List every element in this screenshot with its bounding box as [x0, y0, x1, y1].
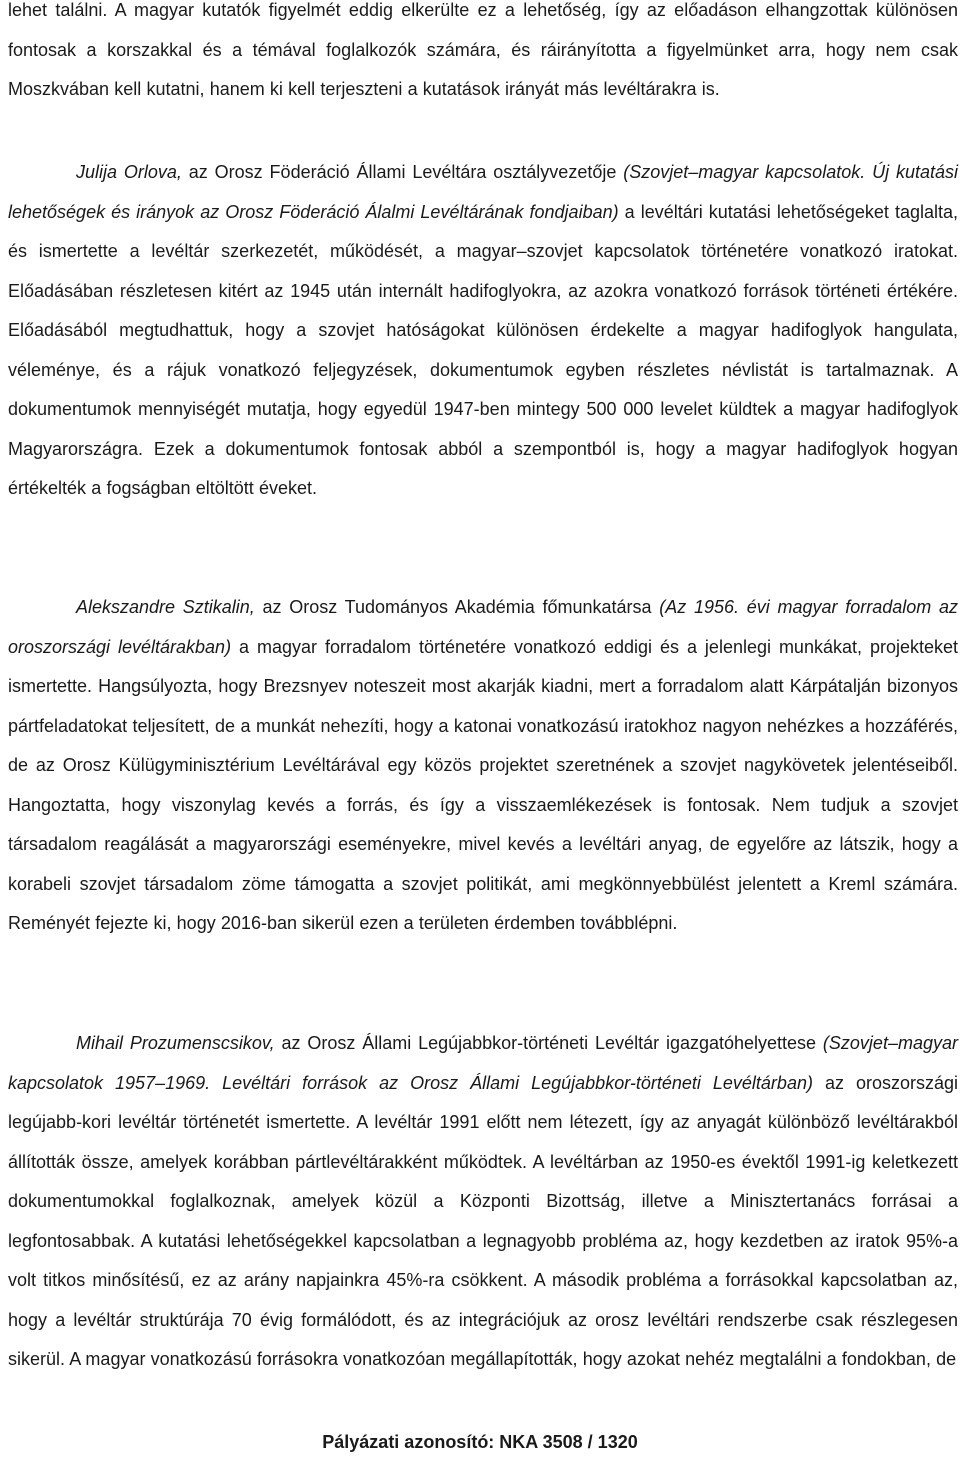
paragraph-text: a levéltári kutatási lehetőségeket taglalta, és ismertette a levéltár szerkezetét, működését, a magyar–szovjet kapcsolatok történetére vonatkozó iratokat. Előadásában részletesen kitért az 1945 után internált hadifoglyokra, az azokra vonatkozó források történeti értékére. Előadásából megtudhattuk, hogy a szovjet hatóságokat különösen érdekelte a magyar hadifoglyok hangulata, véleménye, és a rájuk vonatkozó feljegyzések, dokumentumok egyben részletes névlistát is tartalmaznak. A dokumentumok mennyiségét mutatja, hogy egyedül 1947-ben mintegy 500 000 levelet küldtek a magyar hadifoglyok Magyarországra. Ezek a dokumentumok fontosak abból a szempontból is, hogy a magyar hadifoglyok hogyan értékelték a fogságban eltöltött éveket. — [8, 201, 958, 498]
talk-title: (Szovjet–magyar kapcsolatok. Új kutatási lehetőségek és irányok az Orosz Föderáció Álalmi Levéltárának fondjaiban) — [8, 162, 958, 222]
paragraph-prozumenscsikov — [8, 1024, 958, 1380]
talk-title: (Szovjet–magyar kapcsolatok 1957–1969. Levéltári források az Orosz Állami Legújabbkor-történeti Levéltárban) — [8, 1033, 958, 1093]
paragraph-text: lehet találni. A magyar kutatók figyelmét eddig elkerülte ez a lehetőség, így az előadáson elhangzottak különösen fontosak a korszakkal és a témával foglalkozók számára, és ráirányította a figyelmünket arra, hogy nem csak Moszkvában kell kutatni, hanem ki kell terjeszteni a kutatások irányát más levéltárakra is. — [8, 0, 958, 99]
paragraph-intro-continuation — [8, 0, 958, 110]
paragraph-text: az oroszországi legújabb-kori levéltár történetét ismertette. A levéltár 1991 előtt nem létezett, így az anyagát különböző levéltárakból állították össze, amelyek korábban pártlevéltárakként működtek. A levéltárban az 1950-es évektől 1991-ig keletkezett dokumentumokkal foglalkoznak, amelyek közül a Központi Bizottság, illetve a Minisztertanács forrásai a legfontosabbak. A kutatási lehetőségekkel kapcsolatban a legnagyobb probléma az, hogy kezdetben az iratok 95%-a volt titkos minősítésű, ez az arány napjainkra 45%-ra csökkent. A második probléma a forrásokkal kapcsolatban az, hogy a levéltár struktúrája 70 évig formálódott, és az integrációjuk az orosz levéltári rendszerbe csak részlegesen sikerül. A magyar vonatkozású forrásokra vonatkozóan megállapították, hogy azokat nehéz megtalálni a fondokban, de — [8, 1072, 958, 1369]
speaker-role: az Orosz Föderáció Állami Levéltára osztályvezetője — [181, 162, 624, 182]
talk-title: (Az 1956. évi magyar forradalom az oroszországi levéltárakban) — [8, 597, 958, 657]
speaker-role: az Orosz Tudományos Akadémia főmunkatársa — [254, 597, 660, 617]
paragraph-orlova — [8, 153, 958, 509]
paragraph-sztikalin — [8, 588, 958, 944]
page-footer: Pályázati azonosító: NKA 3508 / 1320 — [322, 1432, 638, 1452]
speaker-role: az Orosz Állami Legújabbkor-történeti Levéltár igazgatóhelyettese — [274, 1033, 823, 1053]
speaker-name: Julija Orlova, — [76, 162, 182, 182]
speaker-name: Mihail Prozumenscsikov, — [76, 1033, 275, 1053]
speaker-name: Alekszandre Sztikalin, — [76, 597, 255, 617]
paragraph-text: a magyar forradalom történetére vonatkozó eddigi és a jelenlegi munkákat, projekteket ismertette. Hangsúlyozta, hogy Brezsnyev noteszeit most akarják kiadni, mert a forradalom alatt Kárpátalján bizonyos pártfeladatokat teljesített, de a munkát nehezíti, hogy a katonai vonatkozású iratokhoz nagyon nehézkes a hozzáférés, de az Orosz Külügyminisztérium Levéltárával egy közös projektet szeretnének a szovjet nagykövetek jelentéseiből. Hangoztatta, hogy viszonylag kevés a forrás, és így a visszaemlékezések is fontosak. Nem tudjuk a szovjet társadalom reagálását a magyarországi eseményekre, mivel kevés a levéltári anyag, de egyelőre az látszik, hogy a korabeli szovjet társadalom zöme támogatta a szovjet politikát, ami megkönnyebbülést jelentett a Kreml számára. Reményét fejezte ki, hogy 2016-ban sikerül ezen a területen érdemben továbblépni. — [8, 636, 958, 933]
